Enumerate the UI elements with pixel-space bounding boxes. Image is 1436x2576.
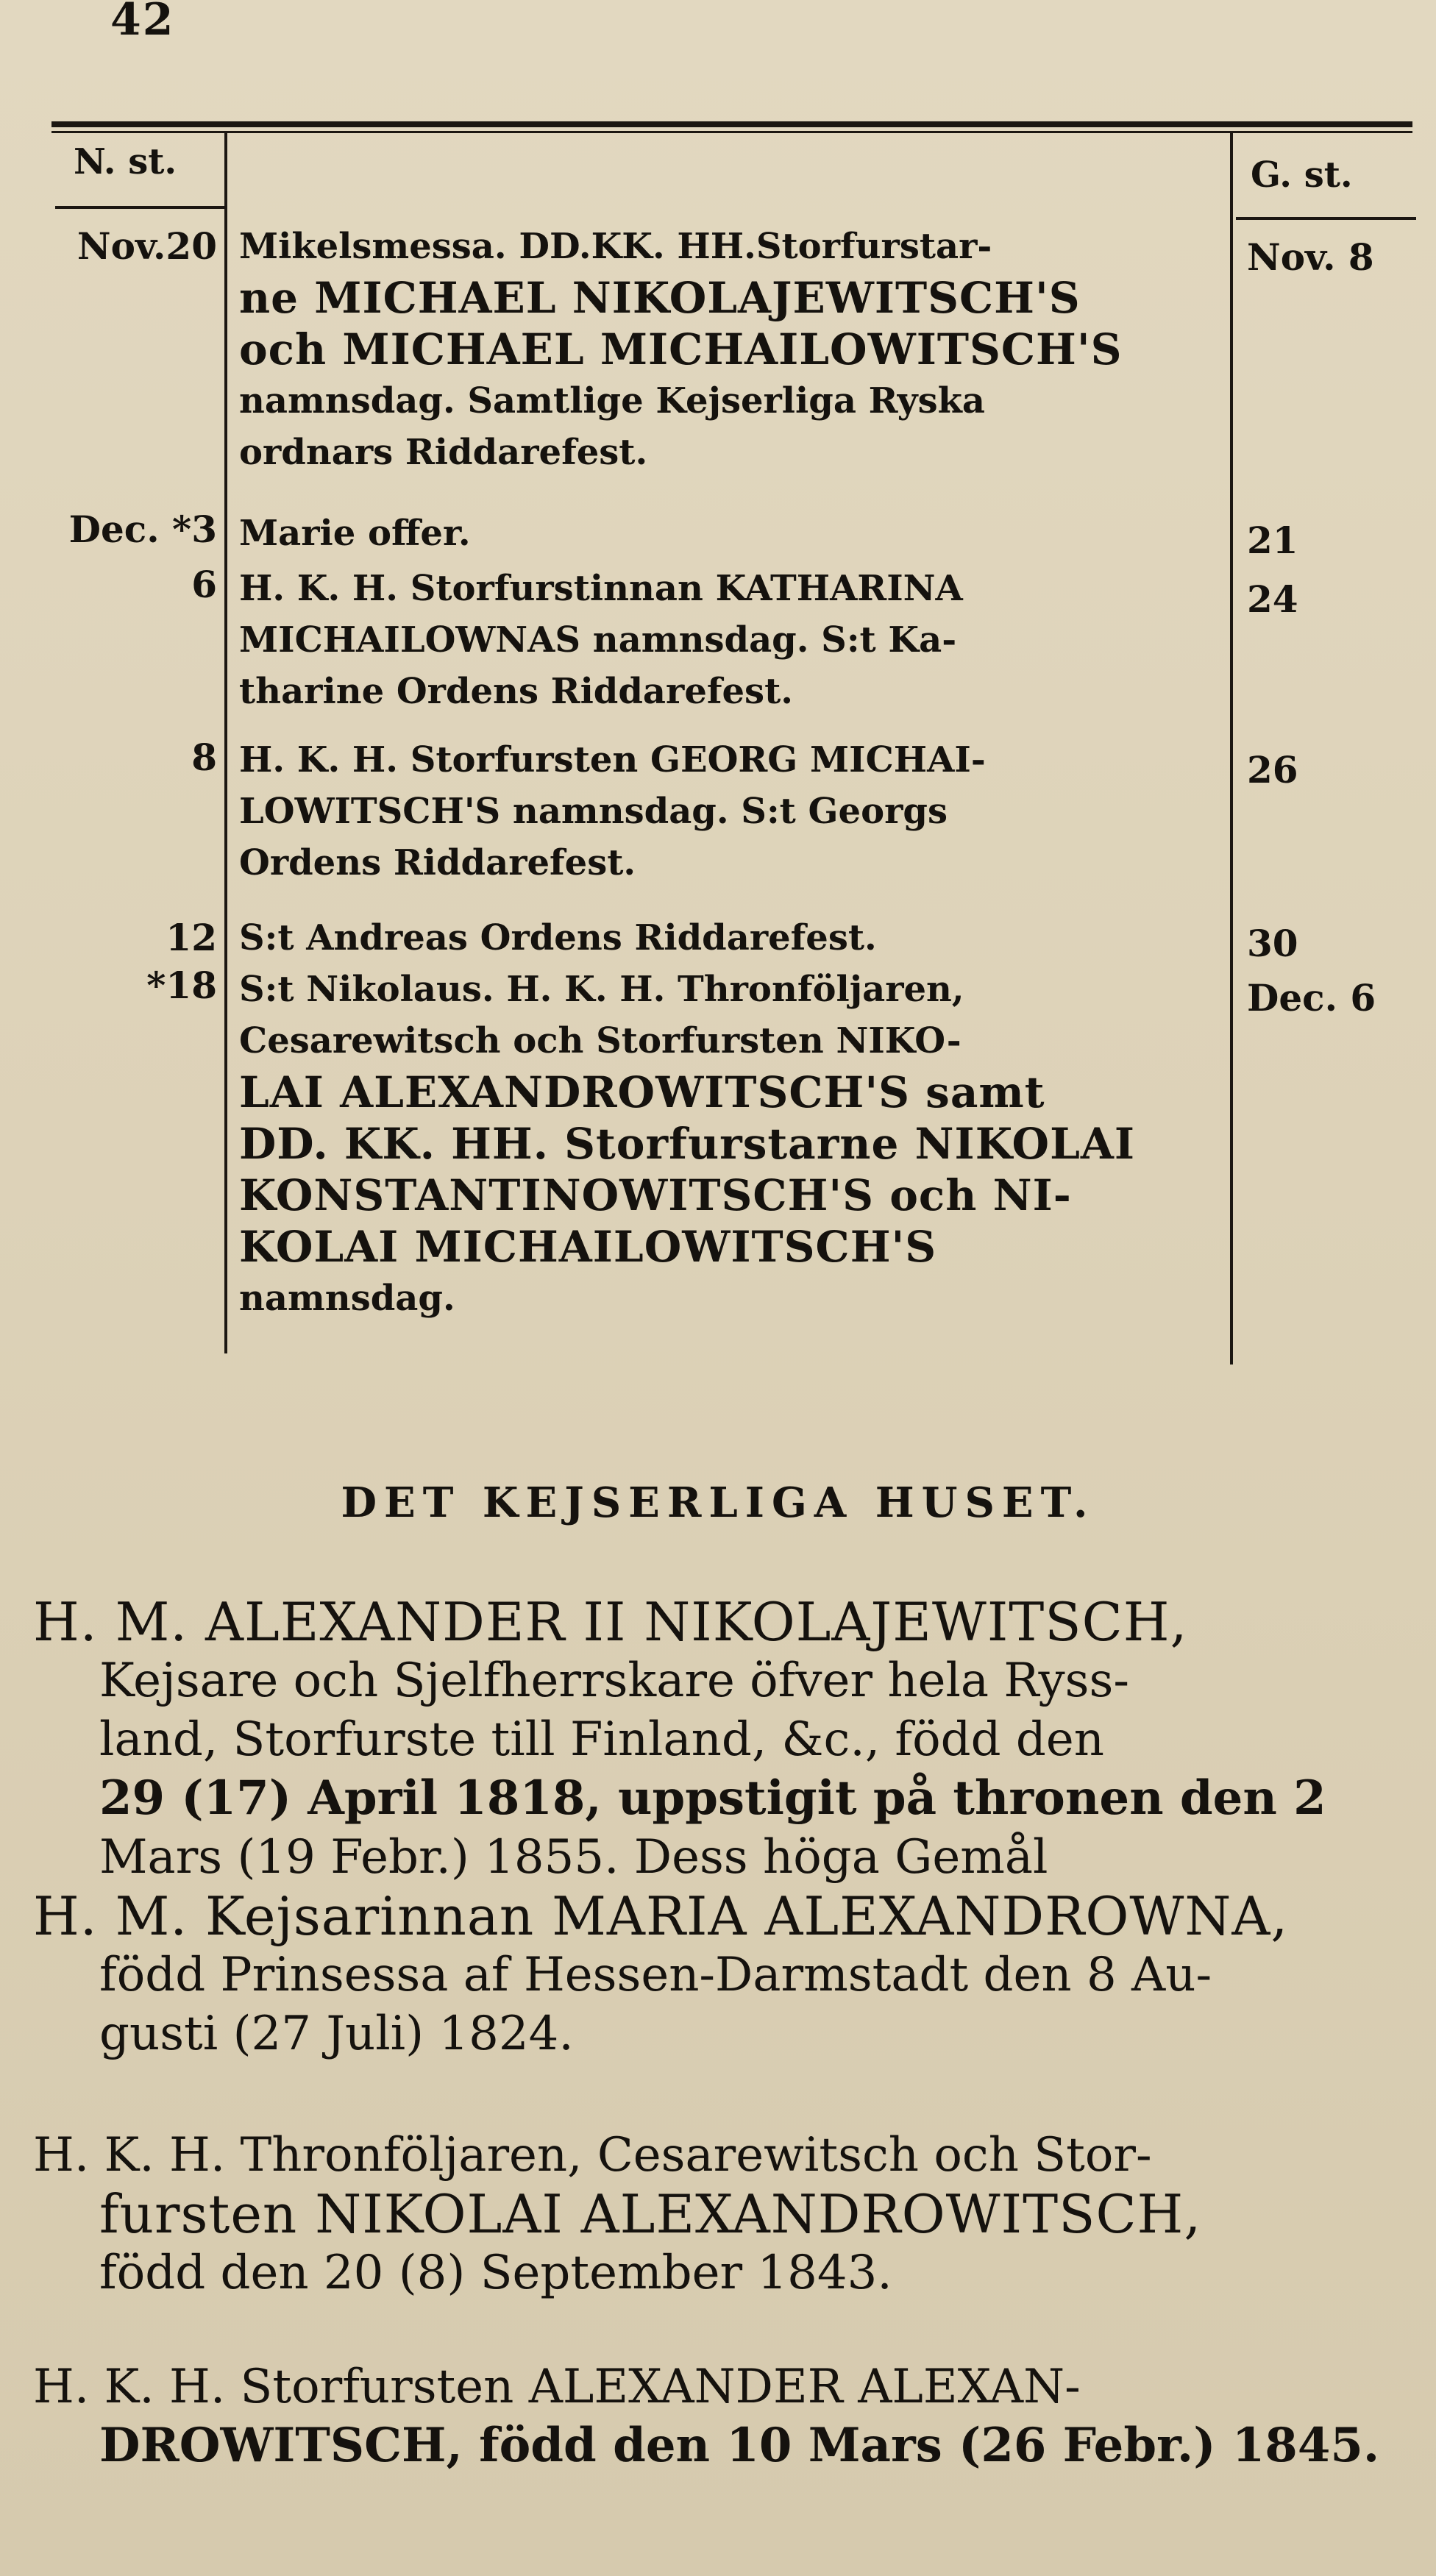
- entry-line: Ordens Riddarefest.: [239, 842, 636, 883]
- entry-line: S:t Andreas Ordens Riddarefest.: [239, 917, 877, 958]
- entry-line: KOLAI MICHAILOWITSCH'S: [239, 1222, 937, 1272]
- entry-line: Cesarewitsch och Storfursten NIKO-: [239, 1020, 962, 1061]
- royal-line: född Prinsessa af Hessen-Darmstadt den 8 Au-: [99, 1948, 1212, 2002]
- royal-entry: [33, 2358, 1401, 2475]
- header-underline-left: [55, 206, 224, 209]
- date-right: 30: [1247, 922, 1298, 965]
- entry-line: H. K. H. Storfursten GEORG MICHAI-: [239, 739, 986, 780]
- date-right: 24: [1247, 577, 1298, 621]
- entry-line: DD. KK. HH. Storfurstarne NIKOLAI: [239, 1119, 1135, 1169]
- entry-line: LOWITSCH'S namnsdag. S:t Georgs: [239, 791, 948, 832]
- royal-entry: [33, 1887, 1401, 2063]
- header-g-st: G. st.: [1251, 154, 1353, 196]
- date-left: Dec. *3: [68, 508, 217, 551]
- entry-line: KONSTANTINOWITSCH'S och NI-: [239, 1170, 1072, 1220]
- top-rule-thin: [51, 131, 1412, 133]
- royal-entry: [33, 2126, 1401, 2302]
- calendar-entry: [239, 563, 1225, 717]
- royal-line: H. K. H. Thronföljaren, Cesarewitsch och Stor-: [33, 2128, 1152, 2182]
- royal-line: land, Storfurste till Finland, &c., född den: [99, 1712, 1104, 1767]
- column-rule-left: [224, 132, 227, 1353]
- calendar-entry: [239, 912, 1225, 964]
- royal-entry: [33, 1593, 1401, 1887]
- royal-line: 29 (17) April 1818, uppstigit på thronen den 2: [99, 1771, 1326, 1826]
- entry-line: ordnars Riddarefest.: [239, 432, 648, 473]
- royal-line: H. M. Kejsarinnan MARIA ALEXANDROWNA,: [33, 1885, 1289, 1947]
- entry-line: S:t Nikolaus. H. K. H. Thronföljaren,: [239, 969, 964, 1010]
- header-underline-right: [1236, 217, 1416, 220]
- royal-line: DROWITSCH, född den 10 Mars (26 Febr.) 1845.: [99, 2418, 1380, 2473]
- calendar-entry: [239, 508, 1225, 559]
- entry-line: LAI ALEXANDROWITSCH'S samt: [239, 1067, 1045, 1117]
- section-title: DET KEJSERLIGA HUSET.: [341, 1479, 1095, 1527]
- date-right: Nov. 8: [1247, 235, 1374, 279]
- date-left: 8: [191, 736, 217, 779]
- entry-line: H. K. H. Storfurstinnan KATHARINA: [239, 568, 963, 609]
- royal-line: fursten NIKOLAI ALEXANDROWITSCH,: [99, 2183, 1202, 2245]
- entry-line: Mikelsmessa. DD.KK. HH.Storfurstar-: [239, 226, 992, 267]
- entry-line: namnsdag.: [239, 1278, 455, 1319]
- royal-line: Kejsare och Sjelfherrskare öfver hela Ryss-: [99, 1654, 1129, 1708]
- calendar-entry: [239, 734, 1225, 889]
- date-right: Dec. 6: [1247, 976, 1376, 1020]
- royal-line: gusti (27 Juli) 1824.: [99, 2007, 574, 2061]
- date-left: *18: [146, 964, 217, 1007]
- date-right: 21: [1247, 519, 1298, 562]
- royal-line: född den 20 (8) September 1843.: [99, 2246, 892, 2300]
- entry-line: och MICHAEL MICHAILOWITSCH'S: [239, 324, 1123, 374]
- entry-line: MICHAILOWNAS namnsdag. S:t Ka-: [239, 619, 957, 661]
- date-left: Nov.20: [77, 224, 217, 268]
- royal-line: H. K. H. Storfursten ALEXANDER ALEXAN-: [33, 2360, 1081, 2414]
- header-n-st: N. st.: [74, 141, 177, 182]
- royal-line: H. M. ALEXANDER II NIKOLAJEWITSCH,: [33, 1591, 1188, 1653]
- royal-line: Mars (19 Febr.) 1855. Dess höga Gemål: [99, 1830, 1048, 1885]
- date-right: 26: [1247, 748, 1298, 791]
- entry-line: Marie offer.: [239, 513, 471, 554]
- entry-line: namnsdag. Samtlige Kejserliga Ryska: [239, 380, 985, 421]
- page-number: 42: [110, 0, 175, 46]
- date-left: 12: [166, 916, 217, 959]
- calendar-entry: [239, 221, 1225, 478]
- entry-line: ne MICHAEL NIKOLAJEWITSCH'S: [239, 273, 1081, 323]
- top-rule: [51, 121, 1412, 127]
- calendar-entry: [239, 964, 1225, 1324]
- column-rule-right: [1230, 132, 1233, 1365]
- date-left: 6: [191, 563, 217, 606]
- entry-line: tharine Ordens Riddarefest.: [239, 671, 793, 712]
